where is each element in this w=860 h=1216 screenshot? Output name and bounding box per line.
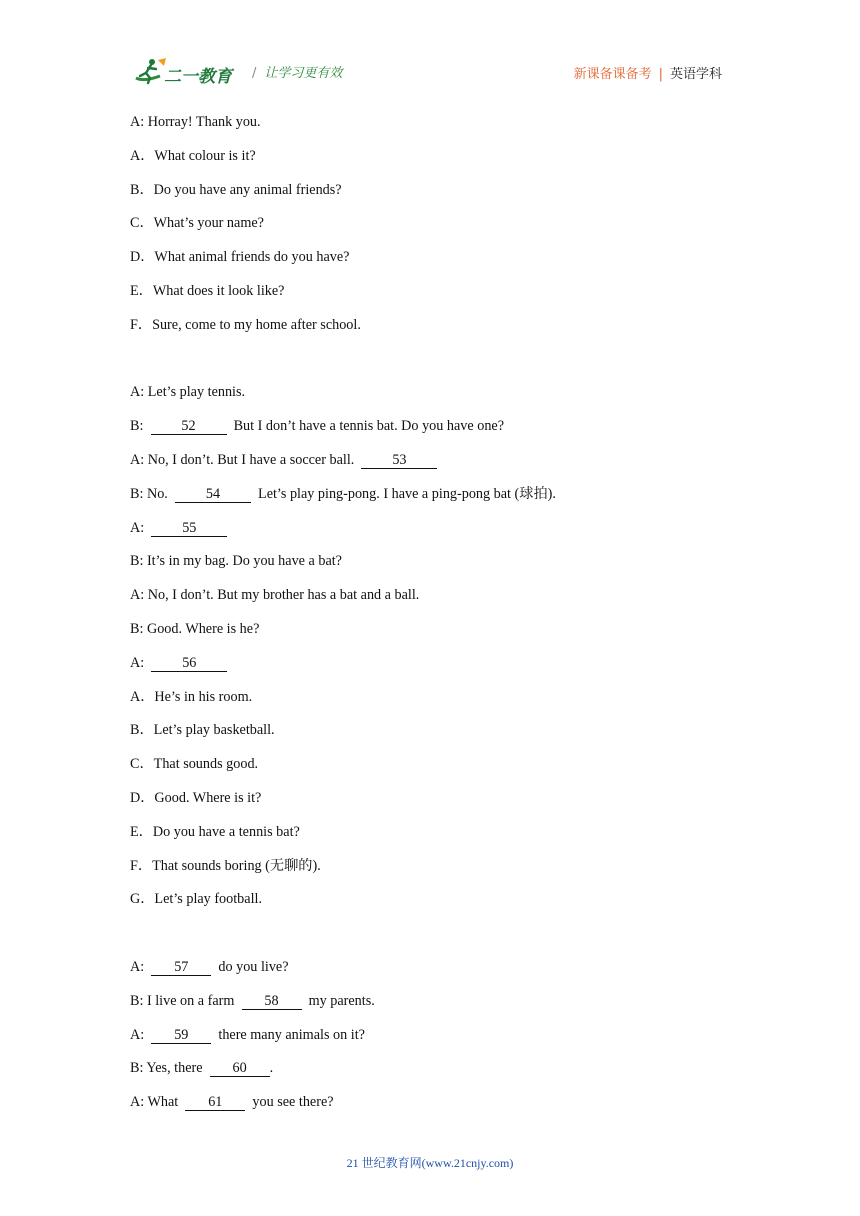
dialog-text: A: What [130,1094,179,1111]
dialog-line [130,654,770,688]
speaker: A: [130,519,145,536]
blank-56[interactable]: 56 [151,656,227,672]
dialog-line [130,1026,770,1060]
dialog-line [130,417,770,451]
speaker: A: [130,1026,145,1043]
blank-61[interactable]: 61 [185,1095,245,1111]
option-a: A．What colour is it? [130,147,256,164]
blank-58[interactable]: 58 [242,994,302,1010]
blank-55[interactable]: 55 [151,521,227,537]
blank-52[interactable]: 52 [151,419,227,435]
dialog-text: do you live? [218,958,289,975]
option-d: D．Good. Where is it? [130,789,262,806]
option-b: B．Let’s play basketball. [130,722,275,739]
dialog-text: my parents. [308,992,375,1009]
dialog-text: B: I live on a farm [130,992,235,1009]
speaker: A: [130,958,145,975]
slogan: / 让学习更有效 [252,66,343,81]
dialog-text: you see there? [252,1094,334,1111]
speaker: B: [130,418,144,435]
option-c: C．That sounds good. [130,756,259,773]
logo-text: 二一教育 [164,67,232,87]
option-f: F．That sounds boring (无聊的). [130,857,321,874]
dialog-line: A: Let’s play tennis. [130,384,246,401]
page-footer: 21 世纪教育网(www.21cnjy.com) [346,1156,514,1170]
option-f: F．Sure, come to my home after school. [130,316,361,333]
header-tag: 新课备课备考 [573,67,652,82]
option-e: E．What does it look like? [130,282,285,299]
blank-59[interactable]: 59 [151,1028,211,1044]
dialog-text: . [269,1060,274,1077]
option-g: G．Let’s play football. [130,891,262,908]
option-e: E．Do you have a tennis bat? [130,823,300,840]
dialog-line: B: Good. Where is he? [130,620,260,637]
dialog-text: But I don’t have a tennis bat. Do you have one? [233,418,505,435]
page-header [130,56,730,90]
dialog-line [130,958,770,992]
logo [130,56,240,88]
header-right [574,63,722,82]
blank-54[interactable]: 54 [175,487,251,503]
option-d: D．What animal friends do you have? [130,249,350,266]
dialog-line [130,451,770,485]
option-b: B．Do you have any animal friends? [130,181,342,198]
dialog-line [130,992,770,1026]
blank-53[interactable]: 53 [361,453,437,469]
dialog-line [130,1093,770,1127]
dialog-text: A: No, I don’t. But I have a soccer ball. [130,451,355,468]
header-separator: | [658,67,663,82]
dialog-line [130,485,770,519]
option-a: A．He’s in his room. [130,688,253,705]
document-body [130,113,770,1127]
dialog-line: A: No, I don’t. But my brother has a bat and a ball. [130,587,420,604]
dialog-line: A: Horray! Thank you. [130,114,261,130]
dialog-line [130,1059,770,1093]
slogan-text: 让学习更有效 [264,66,343,81]
section-gap [130,350,770,384]
dialog-text: B: No. [130,485,168,502]
blank-60[interactable]: 60 [210,1061,270,1077]
header-subject: 英语学科 [669,67,722,82]
dialog-text: there many animals on it? [218,1026,365,1043]
dialog-line [130,519,770,553]
section-gap [130,924,770,958]
dialog-line: B: It’s in my bag. Do you have a bat? [130,553,342,570]
blank-57[interactable]: 57 [151,960,211,976]
option-c: C．What’s your name? [130,215,264,232]
speaker: A: [130,654,145,671]
dialog-text: Let’s play ping-pong. I have a ping-pong bat (球拍). [258,485,556,502]
dialog-text: B: Yes, there [130,1060,203,1077]
